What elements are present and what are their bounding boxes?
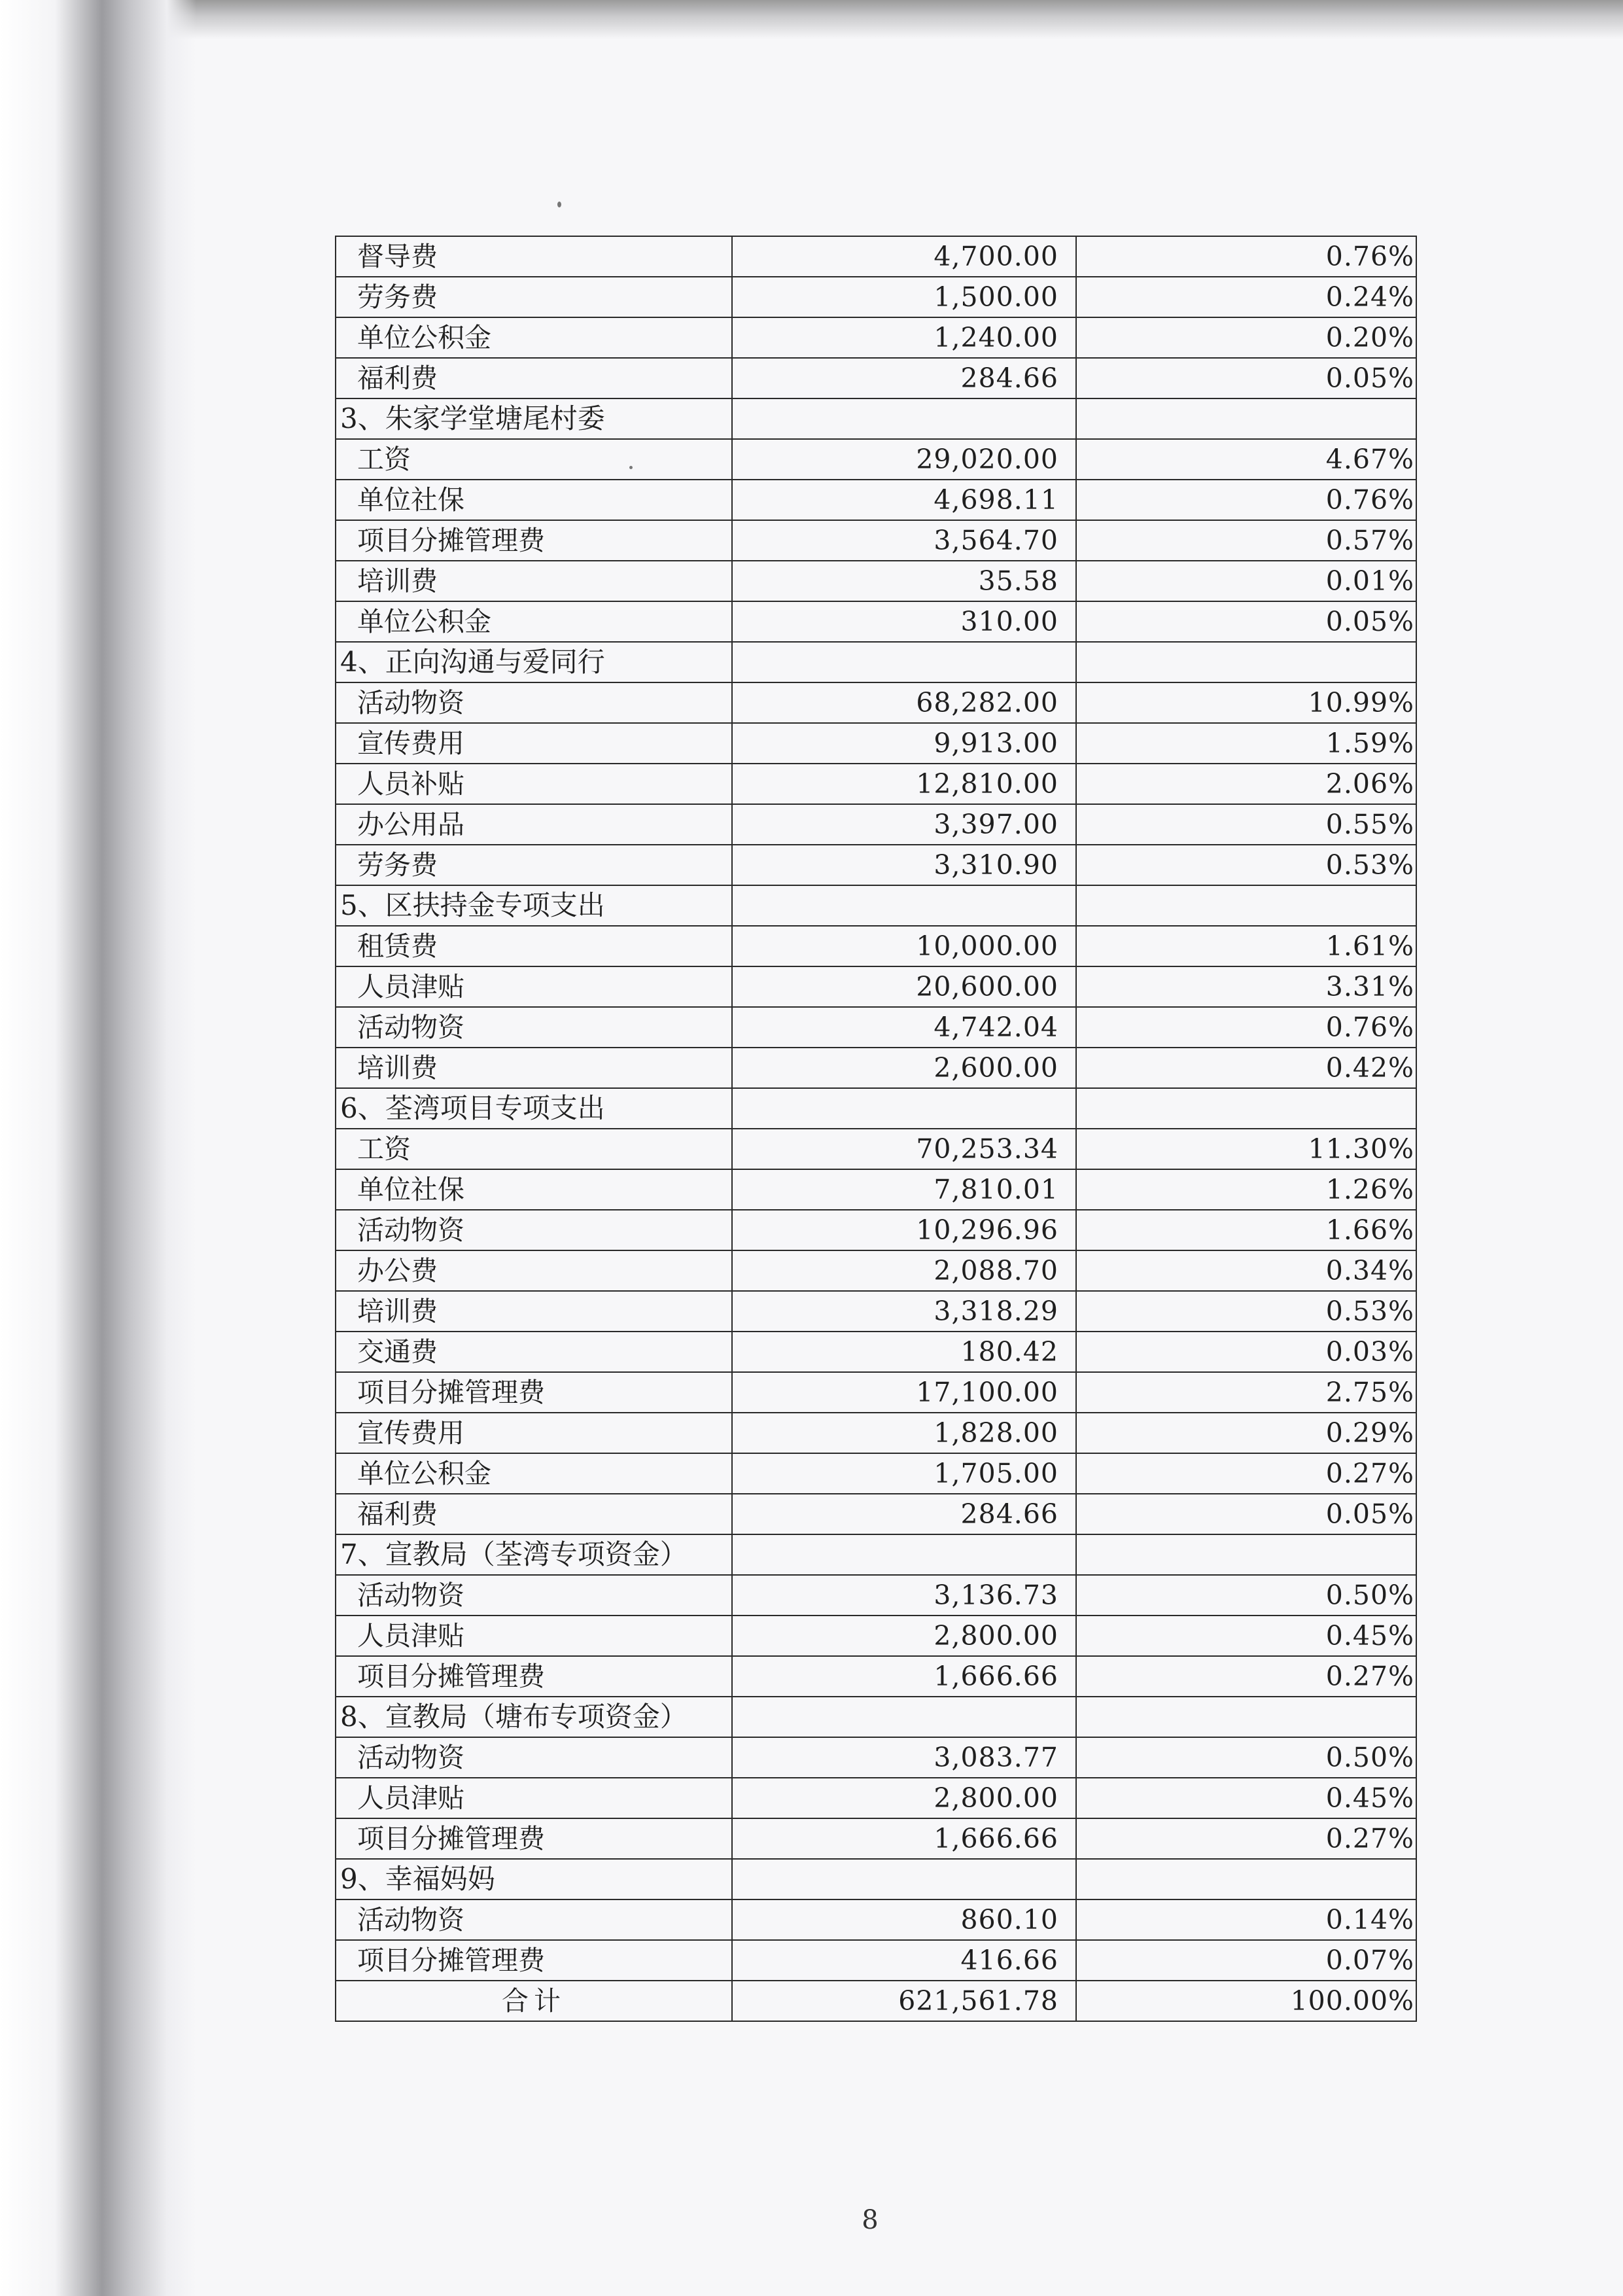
section-row (336, 1859, 1416, 1899)
item-name: 人员补贴 (336, 764, 732, 804)
table-row (336, 804, 1416, 845)
section-row (336, 885, 1416, 926)
table-row (336, 480, 1416, 520)
table-row (336, 1129, 1416, 1169)
table-row (336, 1656, 1416, 1697)
item-percent: 4.67% (1076, 439, 1416, 480)
item-name: 办公用品 (336, 804, 732, 845)
item-amount: 29,020.00 (732, 439, 1076, 480)
table-row (336, 1291, 1416, 1332)
item-name: 宣传费用 (336, 723, 732, 764)
table-row (336, 1453, 1416, 1494)
item-percent: 11.30% (1076, 1129, 1416, 1169)
empty-cell (1076, 885, 1416, 926)
item-percent: 1.26% (1076, 1169, 1416, 1210)
table-row (336, 1332, 1416, 1372)
item-name: 活动物资 (336, 1575, 732, 1616)
item-amount: 1,500.00 (732, 277, 1076, 317)
table-row (336, 723, 1416, 764)
item-amount: 2,800.00 (732, 1778, 1076, 1818)
item-percent: 0.50% (1076, 1737, 1416, 1778)
total-amount: 621,561.78 (732, 1981, 1076, 2021)
item-amount: 17,100.00 (732, 1372, 1076, 1413)
item-name: 项目分摊管理费 (336, 1940, 732, 1981)
item-amount: 3,310.90 (732, 845, 1076, 885)
item-percent: 0.05% (1076, 358, 1416, 398)
empty-cell (1076, 1859, 1416, 1899)
table-row (336, 439, 1416, 480)
table-row (336, 317, 1416, 358)
item-percent: 2.75% (1076, 1372, 1416, 1413)
item-amount: 1,828.00 (732, 1413, 1076, 1453)
item-amount: 3,318.29 (732, 1291, 1076, 1332)
section-row (336, 1697, 1416, 1737)
item-amount: 416.66 (732, 1940, 1076, 1981)
item-amount: 4,698.11 (732, 480, 1076, 520)
table-row (336, 561, 1416, 601)
item-percent: 2.06% (1076, 764, 1416, 804)
table-row (336, 1818, 1416, 1859)
empty-cell (1076, 1534, 1416, 1575)
item-percent: 0.27% (1076, 1453, 1416, 1494)
item-amount: 68,282.00 (732, 682, 1076, 723)
item-percent: 0.45% (1076, 1778, 1416, 1818)
table-row (336, 1007, 1416, 1048)
table-row (336, 236, 1416, 277)
item-amount: 1,666.66 (732, 1818, 1076, 1859)
table-row (336, 926, 1416, 966)
item-percent: 0.27% (1076, 1656, 1416, 1697)
item-amount: 1,666.66 (732, 1656, 1076, 1697)
item-percent: 1.66% (1076, 1210, 1416, 1250)
table-row (336, 1048, 1416, 1088)
item-amount: 180.42 (732, 1332, 1076, 1372)
item-percent: 0.05% (1076, 1494, 1416, 1534)
table-row (336, 1899, 1416, 1940)
item-amount: 310.00 (732, 601, 1076, 642)
item-name: 活动物资 (336, 682, 732, 723)
item-name: 人员津贴 (336, 1616, 732, 1656)
table-row (336, 966, 1416, 1007)
item-amount: 70,253.34 (732, 1129, 1076, 1169)
item-amount: 3,136.73 (732, 1575, 1076, 1616)
item-name: 租赁费 (336, 926, 732, 966)
section-heading: 9、幸福妈妈 (336, 1859, 732, 1899)
table-row (336, 277, 1416, 317)
empty-cell (1076, 1697, 1416, 1737)
item-amount: 1,705.00 (732, 1453, 1076, 1494)
item-percent: 0.55% (1076, 804, 1416, 845)
item-name: 福利费 (336, 358, 732, 398)
item-name: 活动物资 (336, 1737, 732, 1778)
page-number: 8 (862, 2205, 879, 2235)
item-name: 培训费 (336, 1048, 732, 1088)
empty-cell (1076, 1088, 1416, 1129)
item-percent: 0.29% (1076, 1413, 1416, 1453)
item-percent: 0.01% (1076, 561, 1416, 601)
empty-cell (732, 398, 1076, 439)
item-amount: 9,913.00 (732, 723, 1076, 764)
item-name: 活动物资 (336, 1899, 732, 1940)
item-percent: 3.31% (1076, 966, 1416, 1007)
section-heading: 3、朱家学堂塘尾村委 (336, 398, 732, 439)
table-row (336, 601, 1416, 642)
item-name: 工资 (336, 1129, 732, 1169)
item-amount: 1,240.00 (732, 317, 1076, 358)
item-name: 宣传费用 (336, 1413, 732, 1453)
item-amount: 10,000.00 (732, 926, 1076, 966)
empty-cell (732, 1859, 1076, 1899)
table-row (336, 764, 1416, 804)
item-name: 工资 (336, 439, 732, 480)
item-percent: 10.99% (1076, 682, 1416, 723)
item-amount: 10,296.96 (732, 1210, 1076, 1250)
empty-cell (732, 642, 1076, 682)
item-name: 项目分摊管理费 (336, 520, 732, 561)
item-name: 培训费 (336, 561, 732, 601)
expense-table-body (336, 236, 1416, 2021)
item-percent: 0.50% (1076, 1575, 1416, 1616)
item-name: 项目分摊管理费 (336, 1372, 732, 1413)
item-name: 单位公积金 (336, 317, 732, 358)
item-percent: 0.07% (1076, 1940, 1416, 1981)
table-row (336, 1575, 1416, 1616)
item-amount: 860.10 (732, 1899, 1076, 1940)
item-percent: 1.59% (1076, 723, 1416, 764)
item-name: 培训费 (336, 1291, 732, 1332)
item-percent: 0.45% (1076, 1616, 1416, 1656)
item-percent: 0.34% (1076, 1250, 1416, 1291)
total-percent: 100.00% (1076, 1981, 1416, 2021)
item-amount: 3,397.00 (732, 804, 1076, 845)
empty-cell (732, 1088, 1076, 1129)
item-name: 劳务费 (336, 277, 732, 317)
total-row (336, 1981, 1416, 2021)
item-name: 办公费 (336, 1250, 732, 1291)
item-percent: 0.20% (1076, 317, 1416, 358)
item-percent: 0.57% (1076, 520, 1416, 561)
item-name: 督导费 (336, 236, 732, 277)
empty-cell (1076, 398, 1416, 439)
item-name: 活动物资 (336, 1210, 732, 1250)
item-percent: 0.76% (1076, 236, 1416, 277)
section-heading: 7、宣教局（荃湾专项资金） (336, 1534, 732, 1575)
item-name: 福利费 (336, 1494, 732, 1534)
item-amount: 3,083.77 (732, 1737, 1076, 1778)
item-percent: 0.03% (1076, 1332, 1416, 1372)
item-amount: 4,742.04 (732, 1007, 1076, 1048)
item-percent: 0.42% (1076, 1048, 1416, 1088)
item-amount: 2,600.00 (732, 1048, 1076, 1088)
item-name: 项目分摊管理费 (336, 1656, 732, 1697)
item-amount: 12,810.00 (732, 764, 1076, 804)
empty-cell (732, 1534, 1076, 1575)
item-amount: 2,088.70 (732, 1250, 1076, 1291)
item-amount: 20,600.00 (732, 966, 1076, 1007)
section-heading: 4、正向沟通与爱同行 (336, 642, 732, 682)
table-row (336, 1778, 1416, 1818)
section-heading: 6、荃湾项目专项支出 (336, 1088, 732, 1129)
section-row (336, 1534, 1416, 1575)
item-amount: 4,700.00 (732, 236, 1076, 277)
item-amount: 284.66 (732, 1494, 1076, 1534)
item-name: 单位社保 (336, 1169, 732, 1210)
table-row (336, 1737, 1416, 1778)
item-percent: 0.14% (1076, 1899, 1416, 1940)
item-name: 单位公积金 (336, 1453, 732, 1494)
table-row (336, 1210, 1416, 1250)
book-spine-shadow (0, 0, 196, 2296)
item-name: 劳务费 (336, 845, 732, 885)
item-amount: 35.58 (732, 561, 1076, 601)
item-percent: 1.61% (1076, 926, 1416, 966)
scan-top-shadow (0, 0, 1623, 39)
table-row (336, 1616, 1416, 1656)
item-name: 活动物资 (336, 1007, 732, 1048)
section-heading: 5、区扶持金专项支出 (336, 885, 732, 926)
empty-cell (732, 885, 1076, 926)
item-percent: 0.24% (1076, 277, 1416, 317)
item-percent: 0.53% (1076, 845, 1416, 885)
total-label: 合计 (336, 1981, 732, 2021)
item-name: 交通费 (336, 1332, 732, 1372)
item-percent: 0.53% (1076, 1291, 1416, 1332)
scan-speck (557, 202, 561, 207)
item-amount: 7,810.01 (732, 1169, 1076, 1210)
empty-cell (1076, 642, 1416, 682)
item-name: 人员津贴 (336, 966, 732, 1007)
table-row (336, 1494, 1416, 1534)
section-row (336, 398, 1416, 439)
item-name: 单位社保 (336, 480, 732, 520)
item-percent: 0.05% (1076, 601, 1416, 642)
table-row (336, 1250, 1416, 1291)
table-row (336, 358, 1416, 398)
table-row (336, 1940, 1416, 1981)
table-row (336, 1372, 1416, 1413)
item-amount: 2,800.00 (732, 1616, 1076, 1656)
table-row (336, 845, 1416, 885)
table-row (336, 1169, 1416, 1210)
item-percent: 0.76% (1076, 1007, 1416, 1048)
item-amount: 3,564.70 (732, 520, 1076, 561)
section-row (336, 1088, 1416, 1129)
item-percent: 0.27% (1076, 1818, 1416, 1859)
section-heading: 8、宣教局（塘布专项资金） (336, 1697, 732, 1737)
table-row (336, 682, 1416, 723)
item-name: 项目分摊管理费 (336, 1818, 732, 1859)
item-percent: 0.76% (1076, 480, 1416, 520)
item-name: 单位公积金 (336, 601, 732, 642)
table-row (336, 520, 1416, 561)
expense-table (335, 236, 1417, 2022)
item-name: 人员津贴 (336, 1778, 732, 1818)
empty-cell (732, 1697, 1076, 1737)
table-row (336, 1413, 1416, 1453)
section-row (336, 642, 1416, 682)
expense-table-container (335, 236, 1416, 2022)
item-amount: 284.66 (732, 358, 1076, 398)
